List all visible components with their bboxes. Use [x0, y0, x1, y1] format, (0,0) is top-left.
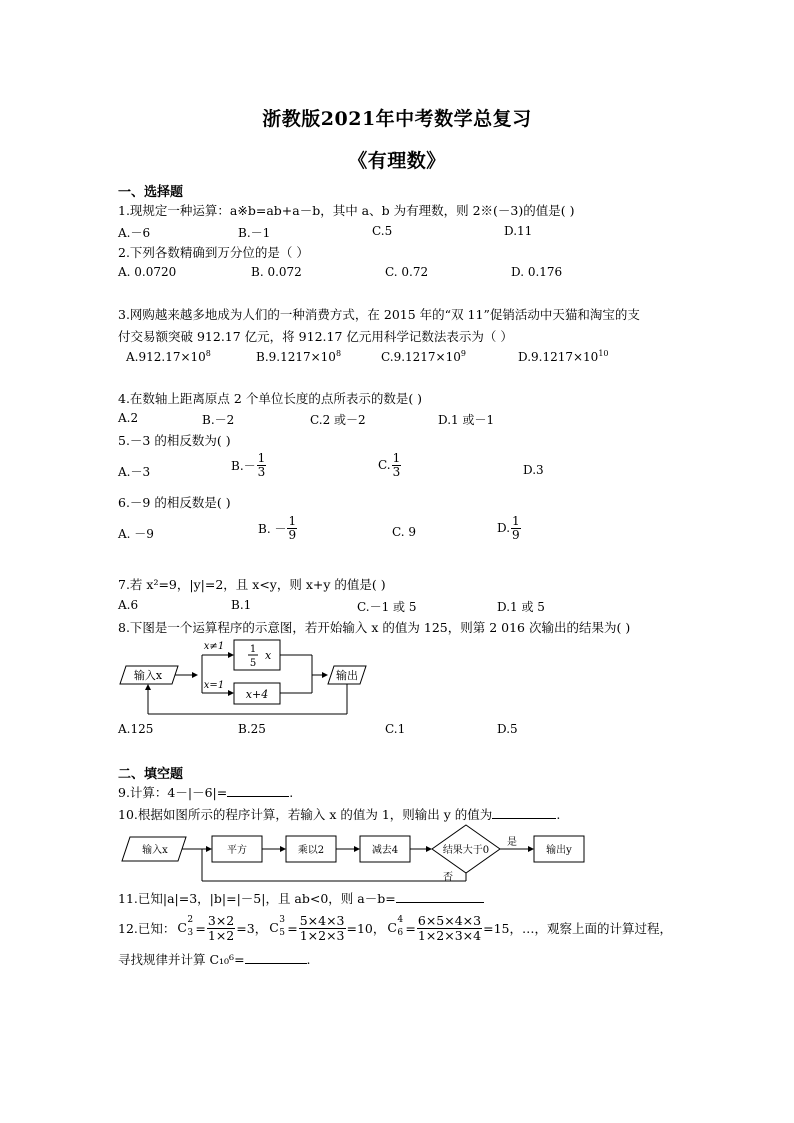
arrowhead — [528, 846, 534, 852]
q7-option-c: C.－1 或 5 — [357, 600, 417, 614]
fraction-denominator: 3 — [392, 464, 401, 479]
q8-box-bottom-label: x+4 — [245, 688, 269, 701]
q10-end: . — [556, 807, 561, 822]
q12-result-1: =3， — [236, 921, 268, 936]
fraction-denominator: 1×2×3 — [299, 927, 345, 943]
question-3-line-1: 3.网购越来越多地成为人们的一种消费方式，在 2015 年的“双 11”促销活动中天猫和淘宝的支 — [118, 307, 640, 322]
fraction-denominator: 1×2×3×4 — [417, 927, 482, 943]
section-heading-choice: 一、选择题 — [118, 185, 184, 200]
q6-option-c: C. 9 — [392, 525, 417, 539]
q7-option-b: B.1 — [231, 598, 252, 612]
q4-option-c: C.2 或－2 — [310, 413, 366, 427]
q3-option-d-base: D.9.1217×10 — [518, 350, 599, 364]
answer-blank[interactable] — [492, 806, 556, 819]
q10-no-label: 否 — [443, 872, 453, 883]
question-6: 6.－9 的相反数是( ) — [118, 495, 231, 510]
q8-option-c: C.1 — [385, 722, 406, 736]
q5-option-c — [378, 452, 402, 478]
fraction-numerator: 5×4×3 — [299, 913, 345, 929]
q10-flowchart — [116, 823, 596, 885]
q2-option-a: A. 0.0720 — [118, 265, 177, 279]
q3-option-d-exp: 10 — [598, 349, 609, 358]
q1-option-b: B.－1 — [238, 226, 271, 240]
q8-cond-top: x≠1 — [203, 641, 225, 652]
q8-input-label: 输入x — [133, 669, 163, 682]
q3-option-c — [381, 349, 466, 364]
q4-option-b: B.－2 — [202, 413, 235, 427]
question-11 — [118, 889, 484, 907]
arrowhead — [145, 684, 151, 690]
answer-blank[interactable] — [245, 951, 307, 964]
q3-option-b-exp: 8 — [335, 349, 342, 358]
q8-box-top-den: 5 — [249, 658, 257, 669]
q2-option-d: D. 0.176 — [511, 265, 563, 279]
q3-option-a-base: A.912.17×10 — [126, 350, 206, 364]
q12-fraction-1 — [207, 914, 235, 941]
q10-output-label: 输出y — [546, 845, 572, 856]
combination-symbol: C — [269, 920, 279, 935]
q4-option-a: A.2 — [118, 411, 139, 425]
q10-yes-label: 是 — [507, 837, 517, 848]
combination-sup: 4 — [397, 915, 404, 925]
q10-step3-label: 减去4 — [371, 845, 399, 856]
q10-step1-label: 平方 — [227, 845, 247, 856]
combination-sup: 3 — [279, 915, 285, 925]
q12-fraction-3 — [417, 914, 482, 941]
q9-end: . — [289, 785, 294, 800]
q10-input-label: 输入x — [142, 845, 168, 856]
combination-sub: 6 — [397, 928, 404, 938]
fraction-numerator: 1 — [392, 451, 401, 465]
question-12-line-1: 12.已知： C 2 3 = $\frac{3\times 2}{1\times 2}$ =3， C 3 5 = $\frac{5\times 4\times 3}{1\times 2\times 3}$ =10， C 4 6 = $\frac{6\times 5\times 4\times 3}{1\times 2\times 3\times 4}$ =15，…，观察上面的计算过程， — [118, 913, 672, 943]
combination-symbol: C — [177, 920, 187, 935]
q12-combination-1 — [175, 914, 195, 942]
q6-option-d-prefix: D. — [497, 521, 511, 536]
answer-blank[interactable] — [227, 784, 289, 797]
q6-option-d-fraction — [511, 515, 521, 541]
fraction-numerator: 3×2 — [207, 913, 235, 929]
q5-option-b — [231, 452, 267, 478]
q8-box-top-num: 1 — [249, 644, 257, 655]
arrowhead — [206, 846, 212, 852]
q6-option-b-prefix: B. － — [258, 521, 287, 536]
q5-option-c-prefix: C. — [378, 458, 391, 473]
fraction-numerator: 1 — [512, 514, 520, 528]
q3-option-c-base: C.9.1217×10 — [381, 350, 461, 364]
q5-option-a: A.－3 — [118, 465, 151, 479]
q3-option-a — [126, 349, 211, 364]
q12-fraction-2 — [299, 914, 346, 941]
q12-result-2: =10， — [346, 921, 386, 936]
section-heading-fill: 二、填空题 — [118, 767, 184, 782]
q2-option-c: C. 0.72 — [385, 265, 429, 279]
arrowhead — [192, 672, 198, 678]
question-8: 8.下图是一个运算程序的示意图，若开始输入 x 的值为 125，则第 2 016 次输出的结果为( ) — [118, 620, 631, 635]
arrowhead — [228, 652, 234, 658]
question-3-line-2: 付交易额突破 912.17 亿元，将 912.17 亿元用科学记数法表示为（ ） — [118, 329, 513, 344]
fraction-denominator: 9 — [512, 527, 520, 542]
q3-option-c-exp: 9 — [460, 349, 466, 358]
fraction-denominator: 9 — [288, 527, 297, 542]
q3-option-d — [518, 349, 609, 364]
q8-cond-bottom: x=1 — [203, 680, 225, 691]
q11-text: 11.已知|a|=3，|b|=|－5|，且 ab<0，则 a－b= — [118, 891, 396, 906]
fraction-numerator: 6×5×4×3 — [417, 913, 482, 929]
question-2: 2.下列各数精确到万分位的是（ ） — [118, 245, 309, 260]
q5-option-b-prefix: B.－ — [231, 458, 256, 473]
q8-output-label: 输出 — [336, 669, 358, 682]
q12-line2-text: 寻找规律并计算 C₁₀⁶= — [118, 952, 245, 967]
question-12-line-2 — [118, 950, 311, 968]
q5-option-c-fraction — [392, 452, 402, 478]
arrowhead — [280, 846, 286, 852]
q8-flowchart — [114, 634, 374, 720]
question-5: 5.－3 的相反数为( ) — [118, 433, 231, 448]
combination-sup: 2 — [187, 915, 194, 925]
page-title: 浙教版2021年中考数学总复习 — [262, 108, 532, 130]
fraction-numerator: 1 — [257, 451, 266, 465]
q1-option-a: A.－6 — [118, 226, 151, 240]
arrowhead — [322, 672, 328, 678]
q6-option-a: A. －9 — [118, 527, 154, 541]
q8-option-a: A.125 — [118, 722, 154, 736]
question-4: 4.在数轴上距离原点 2 个单位长度的点所表示的数是( ) — [118, 391, 423, 406]
q1-option-c: C.5 — [372, 224, 393, 238]
q7-option-d: D.1 或 5 — [497, 600, 545, 614]
q10-text: 10.根据如图所示的程序计算，若输入 x 的值为 1，则输出 y 的值为 — [118, 807, 493, 822]
q6-option-b — [258, 515, 298, 541]
q3-option-a-exp: 8 — [205, 349, 211, 358]
q3-option-b — [256, 349, 341, 364]
q7-option-a: A.6 — [118, 598, 139, 612]
fraction-denominator: 3 — [257, 464, 266, 479]
question-7: 7.若 x²=9，|y|=2，且 x<y，则 x+y 的值是( ) — [118, 577, 386, 592]
q12-result-3: =15，…，观察上面的计算过程， — [483, 921, 672, 936]
q2-option-b: B. 0.072 — [251, 265, 302, 279]
arrowhead — [228, 690, 234, 696]
q6-option-d — [497, 515, 522, 541]
combination-sub: 3 — [187, 928, 194, 938]
q12-combination-3 — [385, 914, 405, 942]
fraction-denominator: 1×2 — [207, 927, 235, 943]
page-subtitle: 《有理数》 — [348, 150, 446, 172]
q8-option-d: D.5 — [497, 722, 518, 736]
q10-step2-label: 乘以2 — [297, 845, 325, 856]
q5-option-d: D.3 — [523, 463, 544, 477]
question-10 — [118, 805, 560, 823]
q1-option-d: D.11 — [504, 224, 533, 238]
q3-option-b-base: B.9.1217×10 — [256, 350, 336, 364]
combination-symbol: C — [387, 920, 397, 935]
arrowhead — [426, 846, 432, 852]
q12-end: . — [306, 952, 311, 967]
question-1: 1.现规定一种运算：a※b=ab+a－b，其中 a、b 为有理数，则 2※(－3)的值是( ) — [118, 203, 575, 218]
q9-text: 9.计算：4－|－6|= — [118, 785, 228, 800]
q5-option-b-fraction — [257, 452, 267, 478]
q4-option-d: D.1 或－1 — [438, 413, 495, 427]
q8-box-top-var: x — [265, 649, 272, 662]
q8-option-b: B.25 — [238, 722, 266, 736]
q10-decision-label: 结果大于0 — [442, 845, 490, 856]
q12-prefix: 12.已知： — [118, 921, 176, 936]
q12-combination-2 — [267, 914, 287, 942]
combination-sub: 5 — [279, 928, 285, 938]
arrowhead — [354, 846, 360, 852]
answer-blank[interactable] — [396, 890, 484, 903]
q6-option-b-fraction — [287, 515, 297, 541]
fraction-numerator: 1 — [288, 514, 297, 528]
question-9 — [118, 783, 293, 801]
